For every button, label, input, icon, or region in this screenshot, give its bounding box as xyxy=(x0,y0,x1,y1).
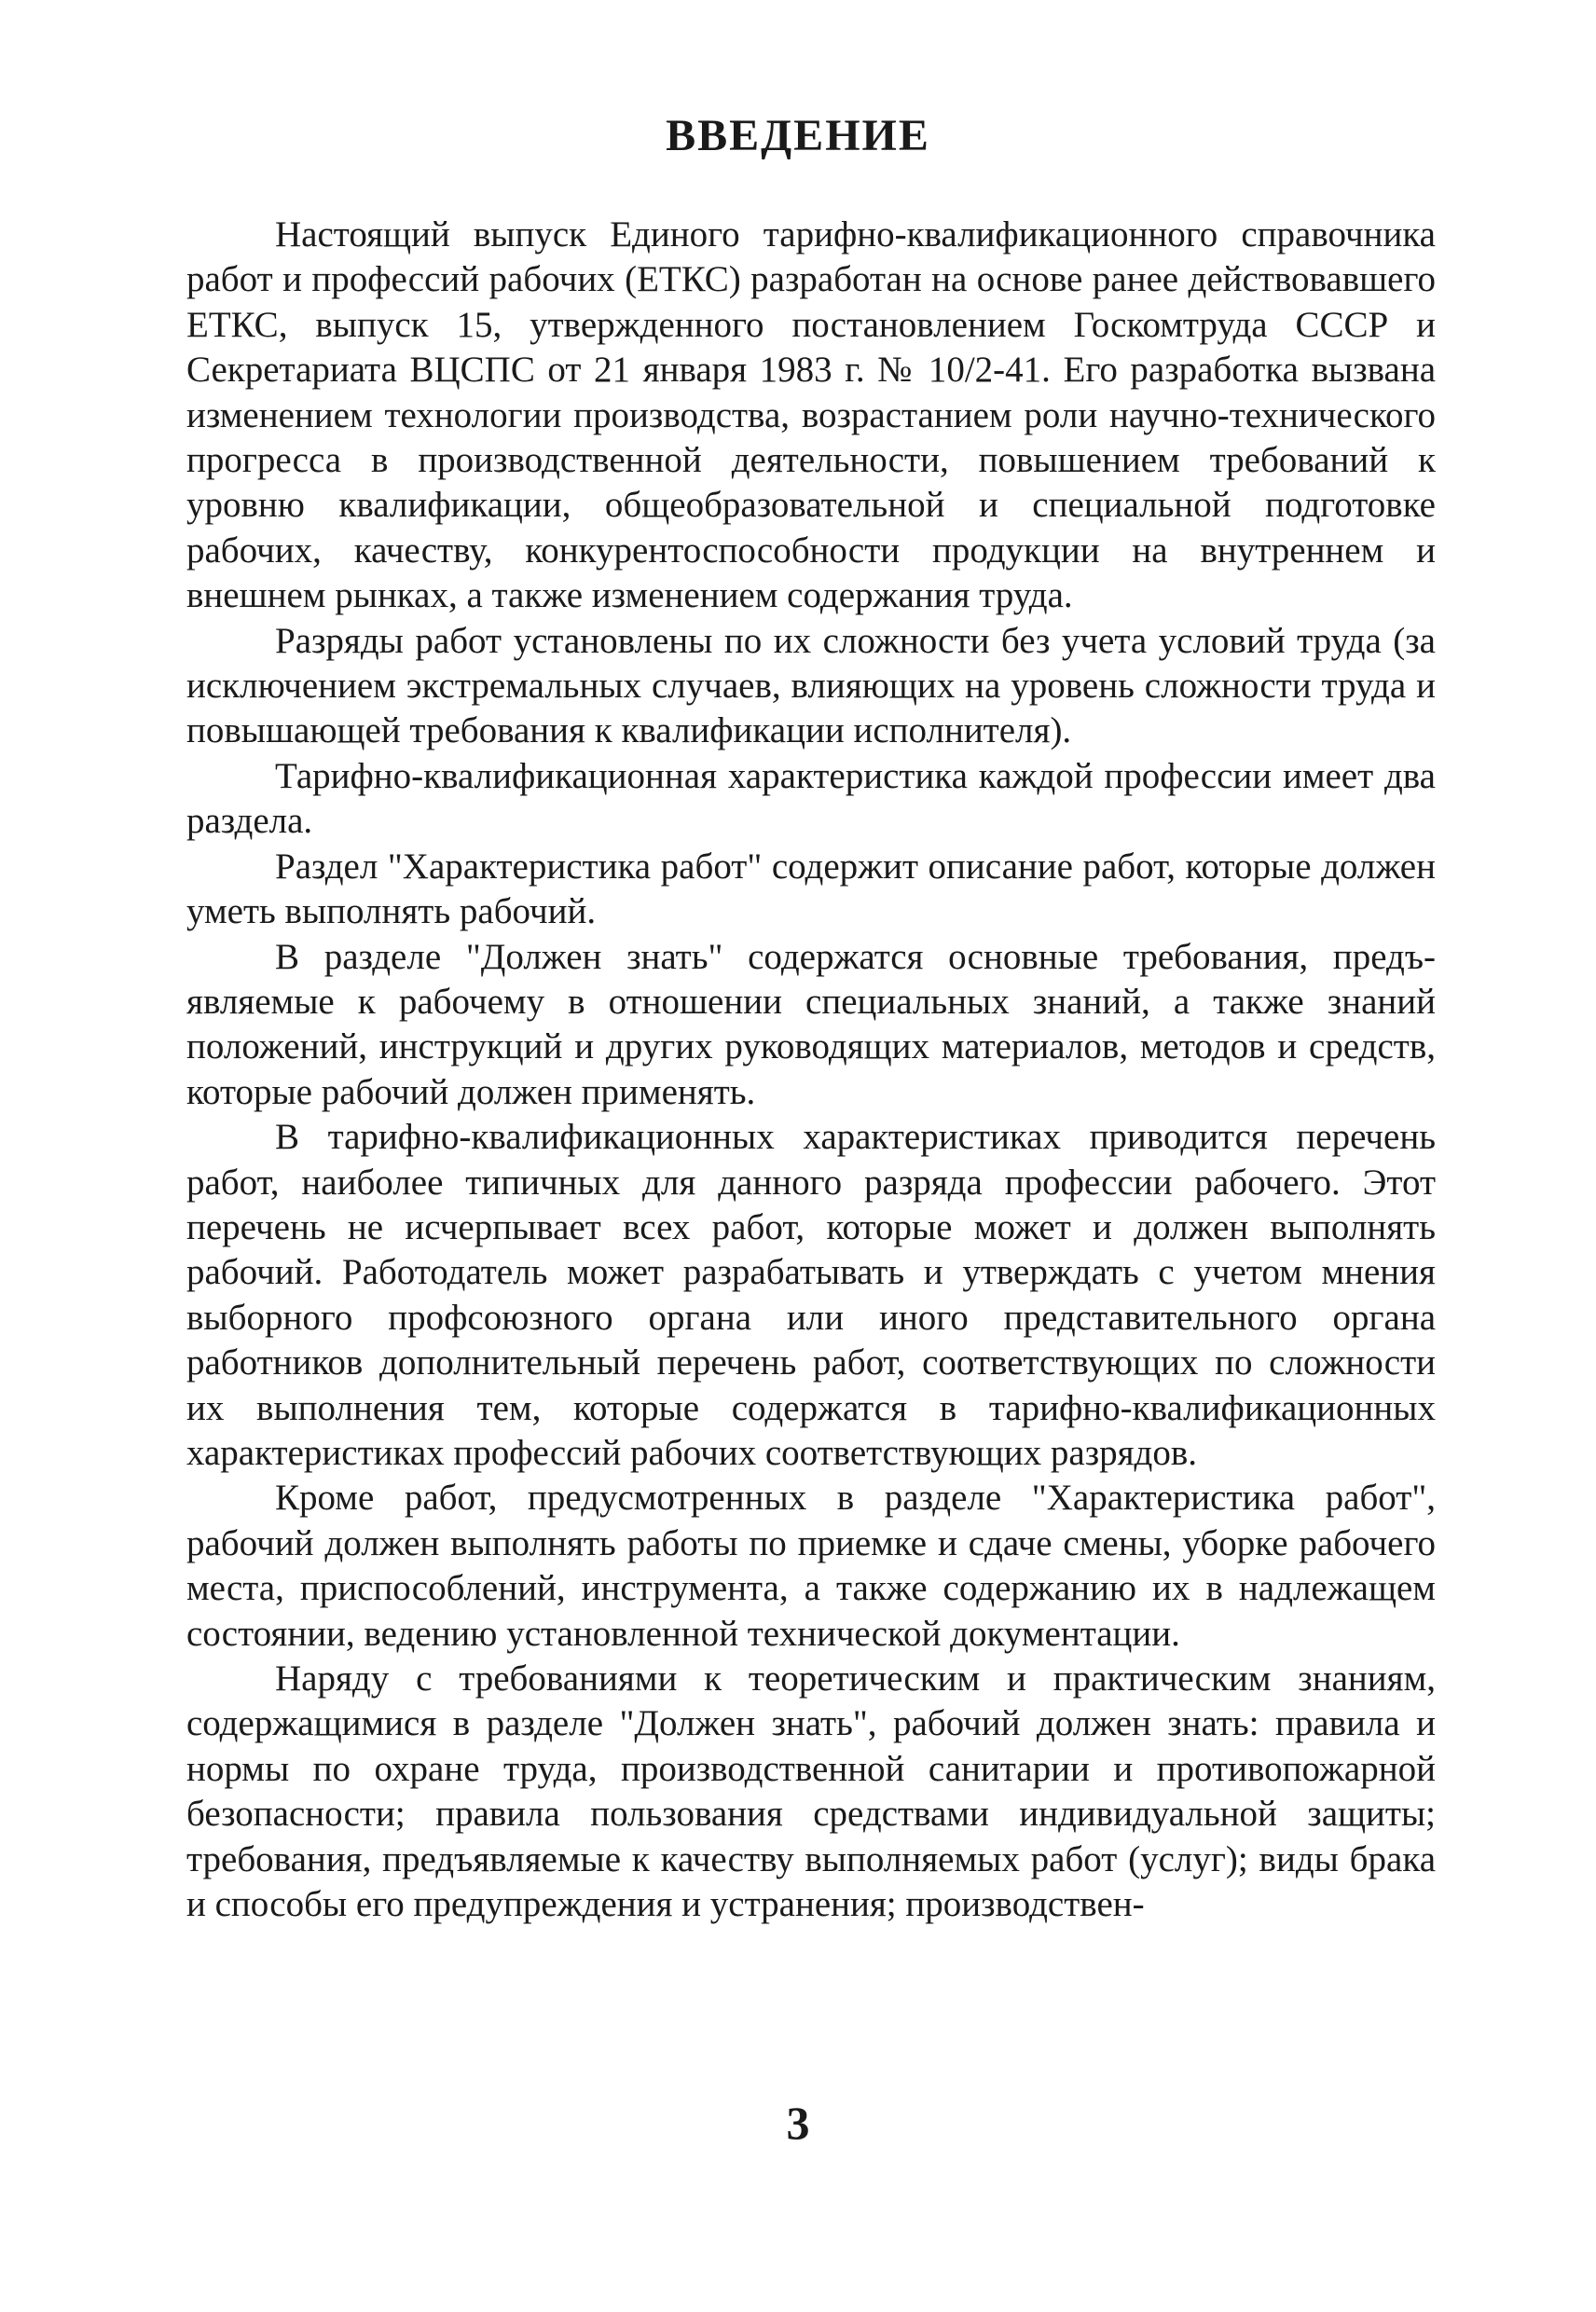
paragraph-work-characteristics: Раздел "Характеристика работ" содержит описание работ, которые должен уметь выполнять рабочий. xyxy=(186,846,1436,932)
paragraph-must-know: В разделе "Должен знать" содержатся основные требования, предъявляемые к рабочему в отношении специальных знаний, а также знаний положений, инструкций и других руководящих материалов, методов и средств, которые рабочий должен применять. xyxy=(186,936,1436,1112)
paragraph-grades: Разряды работ установлены по их сложности без учета условий труда (за исключением экстремальных случаев, влияющих на уровень сложности труда и повышающей требования к квалификации исполнителя). xyxy=(186,620,1436,751)
page-number: 3 xyxy=(786,2097,810,2149)
paragraph-list-of-works: В тарифно-квалификационных характеристиках приводится перечень работ, наиболее типичных для данного разряда профессии рабочего. Этот перечень не исчерпывает всех работ, которые может и должен выполнять рабочий. Работодатель может разрабатывать и утверждать с учетом мнения выборного профсоюзного органа или иного представительного органа работников дополнительный перечень работ, соответствующих по сложности их выполнения тем, которые содержатся в тарифно-квалификационных характеристиках профессий рабочих соответствующих разрядов. xyxy=(186,1117,1436,1473)
paragraph-additional-duties: Кроме работ, предусмотренных в разделе "Характеристика работ", рабочий должен выполнять работы по приемке и сдаче смены, уборке рабочего места, приспособлений, инструмента, а также содержанию их в надлежащем состоянии, ведению установленной технической документации. xyxy=(186,1478,1436,1654)
body-text xyxy=(186,213,1436,1927)
page-title: ВВЕДЕНИЕ xyxy=(666,111,930,160)
paragraph-intro: Настоящий выпуск Единого тарифно-квалификационного справочника работ и профессий рабочих (ЕТКС) разработан на основе ранее действовавшего ЕТКС, выпуск 15, утвержденного постановлением Госкомтруда СССР и Секретариата ВЦСПС от 21 января 1983 г. № 10/2-41. Его разработка вызвана изменением технологии производства, возрастанием роли научно-технического прогресса в производственной деятельности, повышением требований к уровню квалификации, общеобразовательной и специальной подготовке рабочих, качеству, конкурентоспособности продукции на внутреннем и внешнем рынках, а также изменением содержания труда. xyxy=(186,214,1436,616)
paragraph-two-sections: Тарифно-квалификационная характеристика каждой профессии имеет два раздела. xyxy=(186,755,1436,842)
paragraph-safety-requirements: Наряду с требованиями к теоретическим и практическим знаниям, содержащимися в разделе "Должен знать", рабочий должен знать: правила и нормы по охране труда, производственной санитарии и противопожарной безопасности; правила пользования средствами индивидуальной защиты; требования, предъявляемые к качеству выполняемых работ (услуг); виды брака и способы его предупреждения и устранения; производствен- xyxy=(186,1658,1436,1925)
